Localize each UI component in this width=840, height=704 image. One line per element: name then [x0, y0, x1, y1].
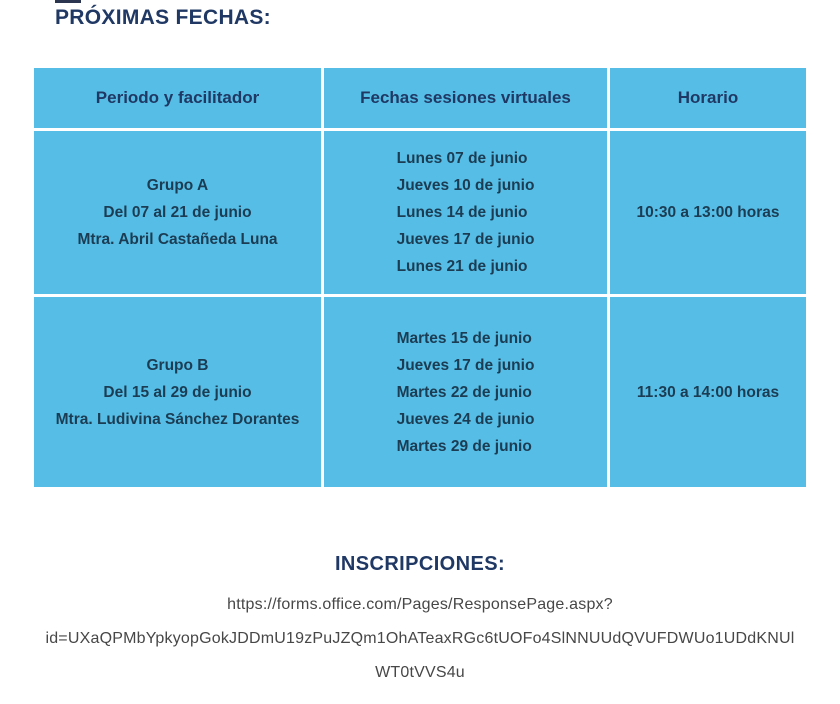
- column-header-label: Periodo y facilitador: [95, 88, 260, 107]
- column-header-fechas: [324, 68, 607, 128]
- session-date: Martes 15 de junio: [396, 329, 532, 347]
- schedule-text: 10:30 a 13:00 horas: [636, 204, 780, 221]
- session-date: Jueves 17 de junio: [396, 356, 535, 374]
- session-date: Lunes 21 de junio: [396, 258, 528, 275]
- session-date: Martes 29 de junio: [396, 437, 532, 455]
- period-block: [56, 352, 300, 433]
- group-facilitator: Mtra. Abril Castañeda Luna: [77, 231, 278, 248]
- session-date: Jueves 10 de junio: [396, 177, 535, 194]
- table-row-grupo-b-period-cell: [34, 297, 321, 487]
- table-row-grupo-a-schedule-cell: [610, 131, 806, 294]
- dates-block: [397, 325, 535, 460]
- registration-url-line[interactable]: id=UXaQPMbYpkyopGokJDDmU19zPuJZQm1OhATeaxRGc6tUOFo4SlNNUUdQVUFDWUo1UDdKNUl: [45, 630, 795, 647]
- session-date: Jueves 24 de junio: [396, 410, 535, 428]
- period-block: [77, 172, 277, 253]
- column-header-label: Horario: [677, 88, 739, 107]
- group-period: Del 15 al 29 de junio: [103, 383, 252, 401]
- session-date: Jueves 17 de junio: [396, 231, 535, 248]
- schedule-table: [34, 68, 806, 487]
- inscriptions-heading: INSCRIPCIONES:: [334, 553, 506, 575]
- registration-url-line[interactable]: WT0tVVS4u: [375, 664, 465, 681]
- column-header-label: Fechas sesiones virtuales: [360, 88, 571, 107]
- table-row-grupo-a-dates-cell: [324, 131, 607, 294]
- group-facilitator: Mtra. Ludivina Sánchez Dorantes: [55, 410, 300, 428]
- table-row-grupo-b-dates-cell: [324, 297, 607, 487]
- registration-url[interactable]: [0, 588, 840, 690]
- group-period: Del 07 al 21 de junio: [103, 204, 252, 221]
- session-date: Martes 22 de junio: [396, 383, 532, 401]
- page-title: PRÓXIMAS FECHAS:: [55, 6, 271, 29]
- schedule-text: 11:30 a 14:00 horas: [636, 383, 780, 401]
- session-date: Lunes 07 de junio: [396, 150, 528, 167]
- dates-block: [397, 145, 535, 280]
- clipped-text-remnant: [55, 0, 81, 3]
- group-name: Grupo A: [146, 177, 209, 194]
- group-name: Grupo B: [146, 356, 209, 374]
- column-header-periodo: [34, 68, 321, 128]
- inscriptions-section: [0, 553, 840, 690]
- table-row-grupo-b-schedule-cell: [610, 297, 806, 487]
- session-date: Lunes 14 de junio: [396, 204, 528, 221]
- table-row-grupo-a-period-cell: [34, 131, 321, 294]
- column-header-horario: [610, 68, 806, 128]
- registration-url-line[interactable]: https://forms.office.com/Pages/ResponsePage.aspx?: [227, 596, 613, 613]
